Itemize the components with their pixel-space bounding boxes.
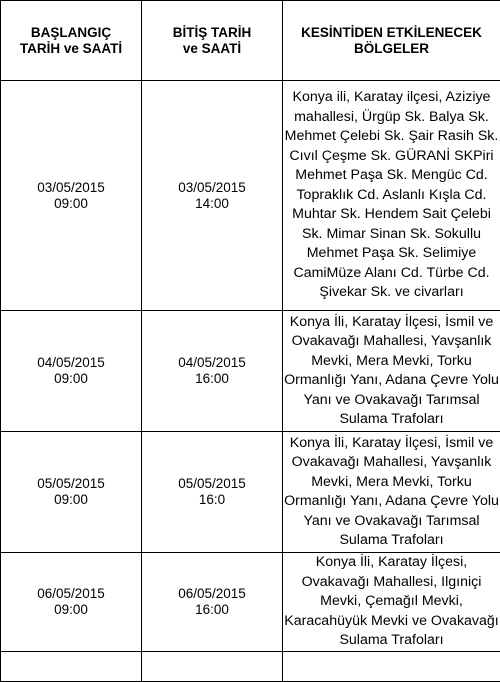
start-datetime-cell <box>1 432 142 553</box>
end-datetime-cell <box>142 432 283 553</box>
start-date: 04/05/2015 <box>1 355 141 371</box>
end-date: 05/05/2015 <box>142 476 282 492</box>
end-date: 04/05/2015 <box>142 355 282 371</box>
table-row-partial <box>1 651 500 681</box>
empty-cell <box>142 651 283 681</box>
affected-regions-cell: Konya İli, Karatay İlçesi, İsmil ve Ovakavağı Mahallesi, Yavşanlık Mevki, Mera Mevki, Torku Ormanlığı Yanı, Adana Çevre Yolu Yanı ve Ovakavağı Tarımsal Sulama Trafoları <box>283 311 500 432</box>
header-end-datetime <box>142 1 283 81</box>
header-end-line-1: BİTİŞ TARİH <box>142 25 282 41</box>
end-time: 16:0 <box>142 492 282 508</box>
start-time: 09:00 <box>1 196 141 212</box>
end-datetime-cell <box>142 553 283 652</box>
header-start-datetime <box>1 1 142 81</box>
header-affected-regions <box>283 1 500 81</box>
table-row <box>1 432 500 553</box>
end-datetime-cell <box>142 311 283 432</box>
header-end-line-2: ve SAATİ <box>142 41 282 57</box>
end-time: 14:00 <box>142 196 282 212</box>
affected-regions-cell: Konya İli, Karatay İlçesi, Ovakavağı Mahallesi, Ilgıniçi Mevki, Çemağıl Mevki, Karacahüyük Mevki ve Ovakavağı Sulama Trafoları <box>283 553 500 652</box>
affected-regions-cell: Konya İli, Karatay İlçesi, İsmil ve Ovakavağı Mahallesi, Yavşanlık Mevki, Mera Mevki, Torku Ormanlığı Yanı, Adana Çevre Yolu Yanı ve Ovakavağı Tarımsal Sulama Trafoları <box>283 432 500 553</box>
header-row <box>1 1 500 81</box>
start-date: 05/05/2015 <box>1 476 141 492</box>
end-date: 03/05/2015 <box>142 180 282 196</box>
end-datetime-cell <box>142 81 283 311</box>
table-row <box>1 81 500 311</box>
end-time: 16:00 <box>142 371 282 387</box>
start-date: 03/05/2015 <box>1 180 141 196</box>
start-datetime-cell <box>1 81 142 311</box>
affected-regions-cell: Konya ili, Karatay ilçesi, Aziziye mahallesi, Ürgüp Sk. Balya Sk. Mehmet Çelebi Sk. Şair Rasih Sk. Cıvıl Çeşme Sk. GÜRANİ SKPiri Mehmet Paşa Sk. Mengüc Cd. Topraklık Cd. Aslanlı Kışla Cd. Muhtar Sk. Hendem Sait Çelebi Sk. Mimar Sinan Sk. Sokullu Mehmet Paşa Sk. Selimiye CamiMüze Alanı Cd. Türbe Cd. Şivekar Sk. ve civarları <box>283 81 500 311</box>
start-date: 06/05/2015 <box>1 586 141 602</box>
header-start-line-1: BAŞLANGIÇ <box>1 25 141 41</box>
table-row <box>1 311 500 432</box>
end-time: 16:00 <box>142 602 282 618</box>
table-row <box>1 553 500 652</box>
empty-cell <box>1 651 142 681</box>
start-time: 09:00 <box>1 492 141 508</box>
start-time: 09:00 <box>1 602 141 618</box>
header-start-line-2: TARİH ve SAATİ <box>1 41 141 57</box>
header-regions-line-2: BÖLGELER <box>283 41 500 57</box>
empty-cell <box>283 651 500 681</box>
start-time: 09:00 <box>1 371 141 387</box>
end-date: 06/05/2015 <box>142 586 282 602</box>
start-datetime-cell <box>1 311 142 432</box>
start-datetime-cell <box>1 553 142 652</box>
header-regions-line-1: KESİNTİDEN ETKİLENECEK <box>283 25 500 41</box>
